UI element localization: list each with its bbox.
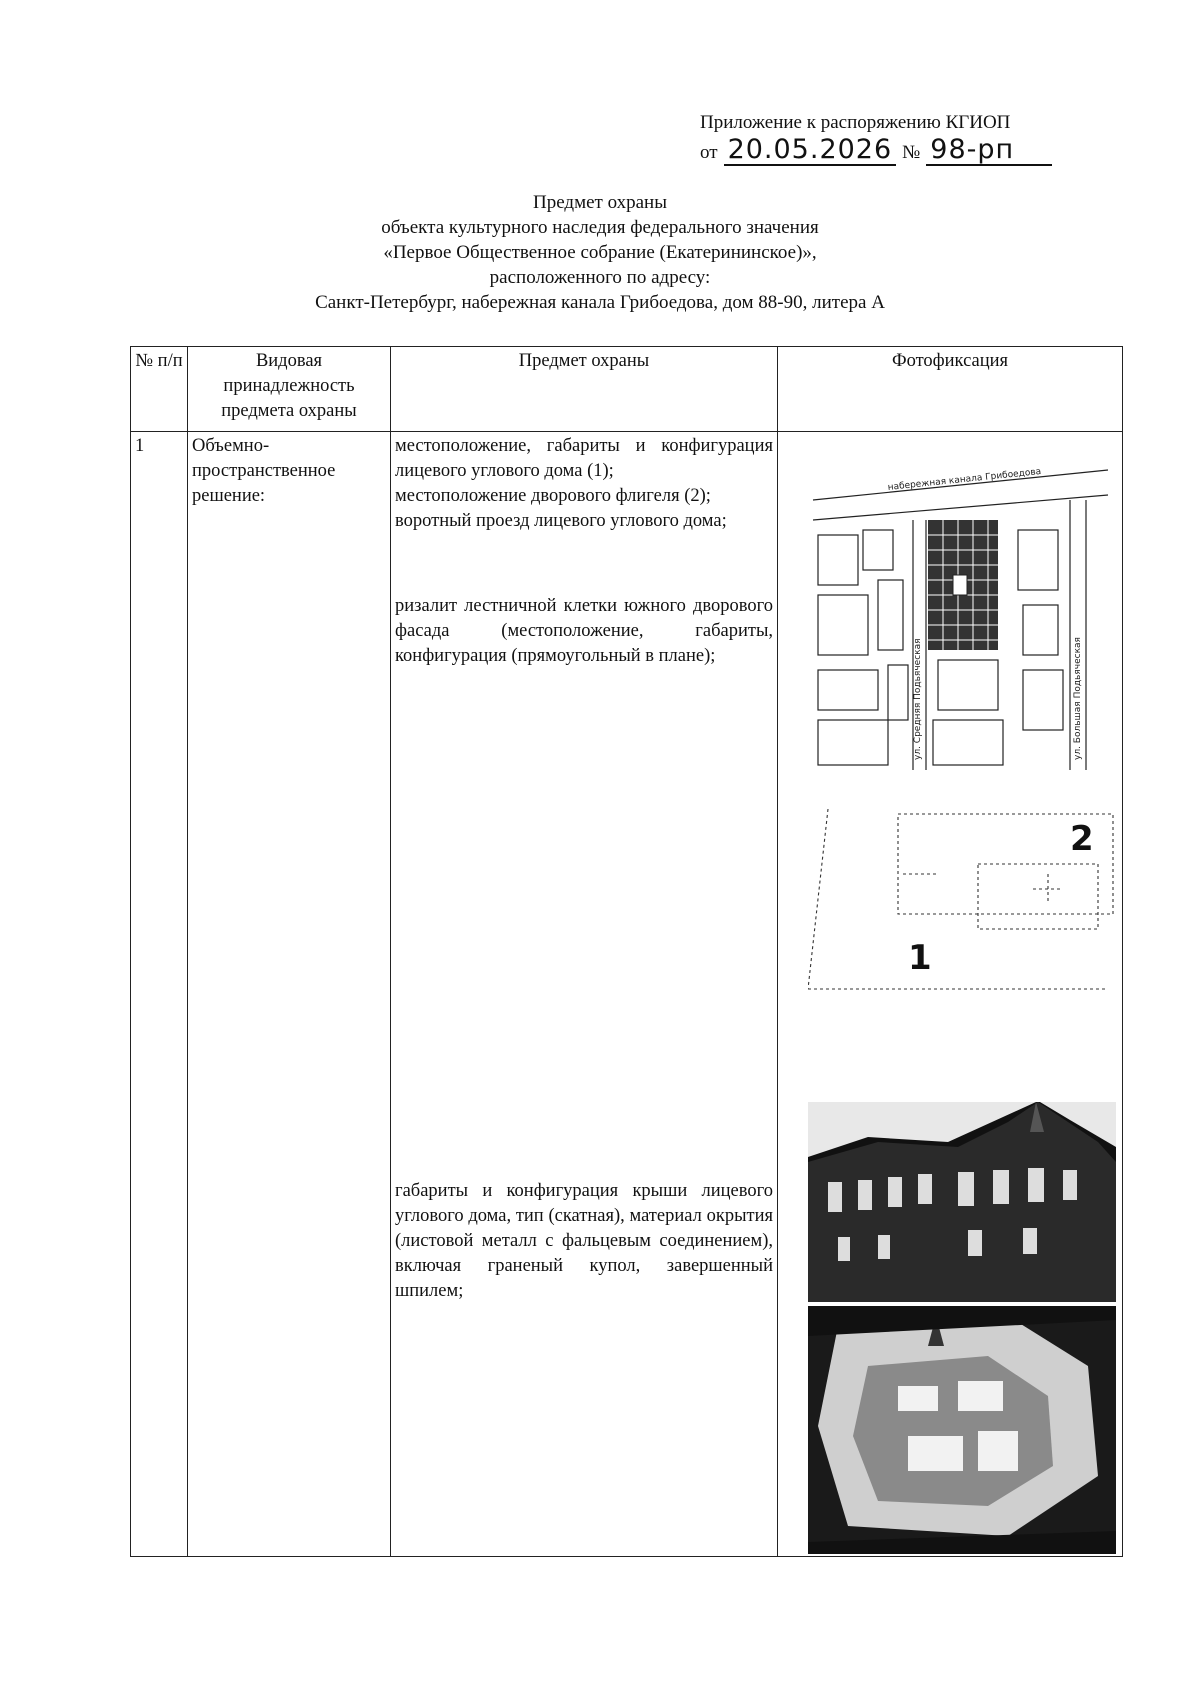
row-type: Объемно-пространственное решение:	[188, 432, 391, 1557]
number-prefix: №	[902, 142, 921, 163]
subject-item: местоположение дворового флигеля (2);	[395, 486, 711, 506]
order-line	[700, 136, 1120, 166]
row-subject	[391, 432, 778, 1557]
site-map-image	[808, 460, 1116, 770]
table-row	[131, 432, 1123, 1557]
document-title	[140, 190, 1060, 315]
protection-table	[130, 346, 1123, 1557]
date-prefix: от	[700, 142, 718, 163]
col-header-subject: Предмет охраны	[391, 347, 778, 432]
title-line-4: расположенного по адресу:	[489, 267, 711, 288]
subject-item: местоположение, габариты и конфигурация лицевого углового дома (1);	[395, 436, 773, 481]
table-header-row	[131, 347, 1123, 432]
subject-item: воротный проезд лицевого углового дома;	[395, 511, 727, 531]
col-header-type: Видовая принадлежность предмета охраны	[188, 347, 391, 432]
col-header-num: № п/п	[131, 347, 188, 432]
title-line-2: объекта культурного наследия федерального значения	[381, 217, 819, 238]
appendix-title: Приложение к распоряжению КГИОП	[700, 112, 1011, 133]
col-header-photo: Фотофиксация	[778, 347, 1123, 432]
title-line-5: Санкт-Петербург, набережная канала Грибоедова, дом 88-90, литера А	[315, 292, 885, 313]
map-label-canal: набережная канала Грибоедова	[887, 466, 1042, 493]
order-number: 98-рп	[926, 136, 1052, 166]
title-line-1: Предмет охраны	[533, 192, 667, 213]
site-plan-image	[808, 804, 1116, 994]
facade-photo	[808, 1102, 1116, 1302]
map-label-street-1: ул. Средняя Подьяческая	[913, 638, 923, 760]
plan-label-2: 2	[1070, 819, 1094, 859]
subject-item: габариты и конфигурация крыши лицевого углового дома, тип (скатная), материал окрытия (листовой металл с фальцевым соединением), включая граненый купол, завершенный шпилем;	[395, 1181, 773, 1301]
title-line-3: «Первое Общественное собрание (Екатерининское)»,	[383, 242, 817, 263]
row-photos	[778, 432, 1123, 1557]
subject-item: ризалит лестничной клетки южного дворового фасада (местоположение, габариты, конфигурация (прямоугольный в плане);	[395, 596, 773, 666]
row-num: 1	[131, 432, 188, 1557]
appendix-header	[700, 110, 1120, 166]
map-label-street-2: ул. Большая Подьяческая	[1073, 637, 1083, 760]
roof-aerial-photo	[808, 1306, 1116, 1554]
order-date: 20.05.2026	[724, 136, 897, 166]
plan-label-1: 1	[908, 938, 932, 978]
